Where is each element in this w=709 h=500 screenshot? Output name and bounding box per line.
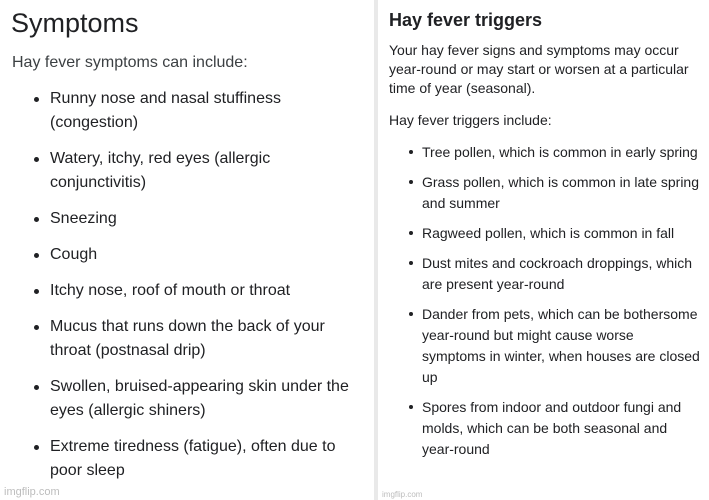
list-item bbox=[0, 207, 374, 231]
bullet-icon bbox=[409, 312, 413, 316]
bullet-icon bbox=[34, 385, 39, 390]
bullet-icon bbox=[34, 253, 39, 258]
list-item-text: Mucus that runs down the back of your throat (postnasal drip) bbox=[50, 318, 325, 359]
list-item bbox=[378, 142, 709, 163]
list-item-text: Extreme tiredness (fatigue), often due to poor sleep bbox=[50, 438, 336, 479]
symptoms-intro: Hay fever symptoms can include: bbox=[12, 54, 248, 71]
list-item bbox=[378, 223, 709, 244]
symptoms-title: Symptoms bbox=[11, 8, 139, 38]
list-item-text: Dust mites and cockroach droppings, which are present year-round bbox=[422, 255, 693, 292]
list-item bbox=[0, 375, 374, 423]
triggers-subheading: Hay fever triggers include: bbox=[389, 112, 552, 128]
triggers-panel bbox=[378, 0, 709, 500]
symptoms-list bbox=[0, 87, 374, 495]
bullet-icon bbox=[34, 325, 39, 330]
triggers-intro: Your hay fever signs and symptoms may occur year-round or may start or worsen at a particular time of year (seasonal). bbox=[389, 42, 689, 96]
triggers-title: Hay fever triggers bbox=[389, 10, 543, 30]
list-item bbox=[0, 315, 374, 363]
list-item bbox=[0, 147, 374, 195]
watermark-right: imgflip.com bbox=[382, 490, 423, 499]
list-item bbox=[0, 243, 374, 267]
list-item bbox=[0, 435, 374, 483]
bullet-icon bbox=[34, 289, 39, 294]
bullet-icon bbox=[409, 150, 413, 154]
list-item-text: Runny nose and nasal stuffiness (congestion) bbox=[50, 90, 281, 131]
bullet-icon bbox=[409, 405, 413, 409]
list-item-text: Sneezing bbox=[50, 210, 117, 227]
list-item-text: Itchy nose, roof of mouth or throat bbox=[50, 282, 291, 299]
bullet-icon bbox=[34, 157, 39, 162]
list-item-text: Dander from pets, which can be bothersome year-round but might cause worse symptoms in winter, when houses are closed up bbox=[422, 306, 700, 385]
list-item bbox=[0, 279, 374, 303]
triggers-list bbox=[378, 142, 709, 469]
list-item-text: Grass pollen, which is common in late spring and summer bbox=[422, 174, 700, 211]
bullet-icon bbox=[34, 217, 39, 222]
watermark-left: imgflip.com bbox=[4, 486, 60, 498]
list-item bbox=[378, 304, 709, 388]
list-item-text: Swollen, bruised-appearing skin under the eyes (allergic shiners) bbox=[50, 378, 349, 419]
list-item bbox=[378, 397, 709, 460]
list-item-text: Ragweed pollen, which is common in fall bbox=[422, 225, 675, 241]
list-item bbox=[0, 87, 374, 135]
list-item-text: Watery, itchy, red eyes (allergic conjunctivitis) bbox=[50, 150, 271, 191]
bullet-icon bbox=[409, 261, 413, 265]
list-item-text: Spores from indoor and outdoor fungi and molds, which can be both seasonal and year-round bbox=[422, 399, 682, 457]
bullet-icon bbox=[34, 445, 39, 450]
bullet-icon bbox=[409, 180, 413, 184]
list-item bbox=[378, 172, 709, 214]
list-item-text: Cough bbox=[50, 246, 98, 263]
bullet-icon bbox=[34, 97, 39, 102]
bullet-icon bbox=[409, 231, 413, 235]
list-item bbox=[378, 253, 709, 295]
list-item-text: Tree pollen, which is common in early spring bbox=[422, 144, 698, 160]
